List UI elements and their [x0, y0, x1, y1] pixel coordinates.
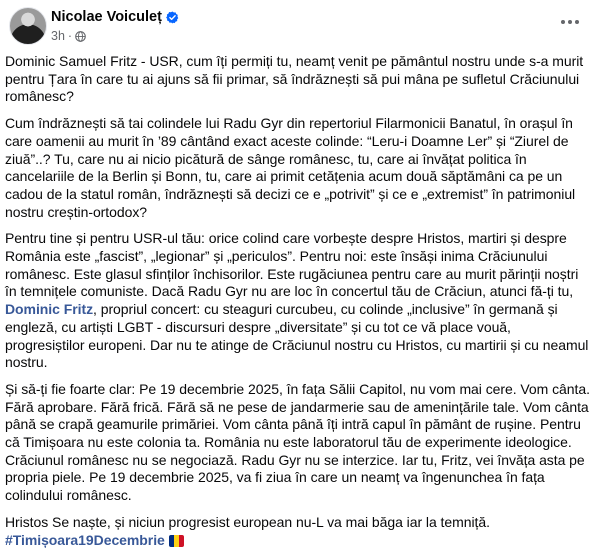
post-time[interactable]: 3h: [51, 29, 65, 43]
post-meta: [51, 29, 86, 43]
more-horizontal-icon[interactable]: [556, 12, 584, 32]
paragraph-4: Și să-ți fie foarte clar: Pe 19 decembrie 2025, în fața Sălii Capitol, nu vom mai cere. Vom cânta. Fără aprobare. Fără frică. Fără să ne pese de jandarmerie sau de amenințările tale. Vom cânta până se crapă geamurile primăriei. Vom cânta până îți intră capul în pământ de rușine. Pentru că Timișoara nu este colonia ta. România nu este laboratorul tău de experimente ideologice. Crăciunul românesc nu se negociază. Radu Gyr nu se interzice. Iar tu, Fritz, vei învăța asta pe propria piele. Pe 19 decembrie 2025, va fi ziua în care un neamț va îngenunchea în fața colindului românesc.: [5, 380, 590, 504]
post-header: [6, 4, 586, 44]
author-avatar[interactable]: [9, 7, 47, 45]
verified-badge-icon: [166, 11, 179, 24]
paragraph-2: Cum îndrăznești să tai colindele lui Radu Gyr din repertoriul Filarmonicii Banatul, în orașul în care oamenii au murit în ’89 cântând exact aceste colinde: “Leru-i Doamne Ler” și “Ziurel de ziuă”..? Tu, care nu ai nicio picătură de sânge românesc, tu, care ai învățat politica în cancelariile de la Berlin și Bonn, tu, care ai primit cetățenia acum două săptămâni ca pe un cadou de la statul român, îndrăznești să decizi ce e „potrivit” și ce e „extremist” în patrimoniul nostru creștin-ortodox?: [5, 115, 576, 220]
mention-link[interactable]: Dominic Fritz: [5, 301, 94, 318]
author-name[interactable]: Nicolae Voiculeț: [51, 9, 162, 25]
paragraph-5-text: Hristos Se naște, și niciun progresist european nu-L va mai băga iar la temniță.: [5, 513, 490, 530]
paragraph-3-part-2: , propriul concert: cu steaguri curcubeu, cu colinde „inclusive” în germană și engleză, cu artiști LGBT - discursuri despre „diversitate” și cu tot ce vă place vouă, progresiștilor europeni. Dar nu te atinge de Crăciunul nostru cu Hristos, cu martirii și cu neamul nostru.: [5, 301, 589, 371]
author-line: [51, 9, 179, 25]
hashtag-link[interactable]: #Timișoara19Decembrie: [5, 531, 165, 548]
paragraph-5: [5, 514, 590, 549]
paragraph-3-part-1: Pentru tine și pentru USR-ul tău: orice colind care vorbește despre Hristos, martiri și despre România este „fascist”, „legionar” și „periculos”. Pentru noi: este însăși inima Crăciunului românesc. Este glasul sfinților închisorilor. Este rugăciunea pentru care au murit părinții noștri în temnițele comuniste. Dacă Radu Gyr nu are loc în concertul tău de Crăciun, atunci fă-ți tu,: [5, 230, 579, 300]
paragraph-3: [5, 230, 590, 372]
globe-icon[interactable]: [75, 31, 86, 42]
paragraph-1: Dominic Samuel Fritz - USR, cum îți permiți tu, neamț venit pe pământul nostru unde s-a murit pentru Țara în care tu ai ajuns să fii primar, să îndrăznești să pui mâna pe sufletul Crăciunului românesc?: [5, 53, 584, 105]
romania-flag-icon: [169, 535, 184, 547]
meta-separator: ·: [67, 29, 73, 43]
post-body: [5, 53, 590, 549]
